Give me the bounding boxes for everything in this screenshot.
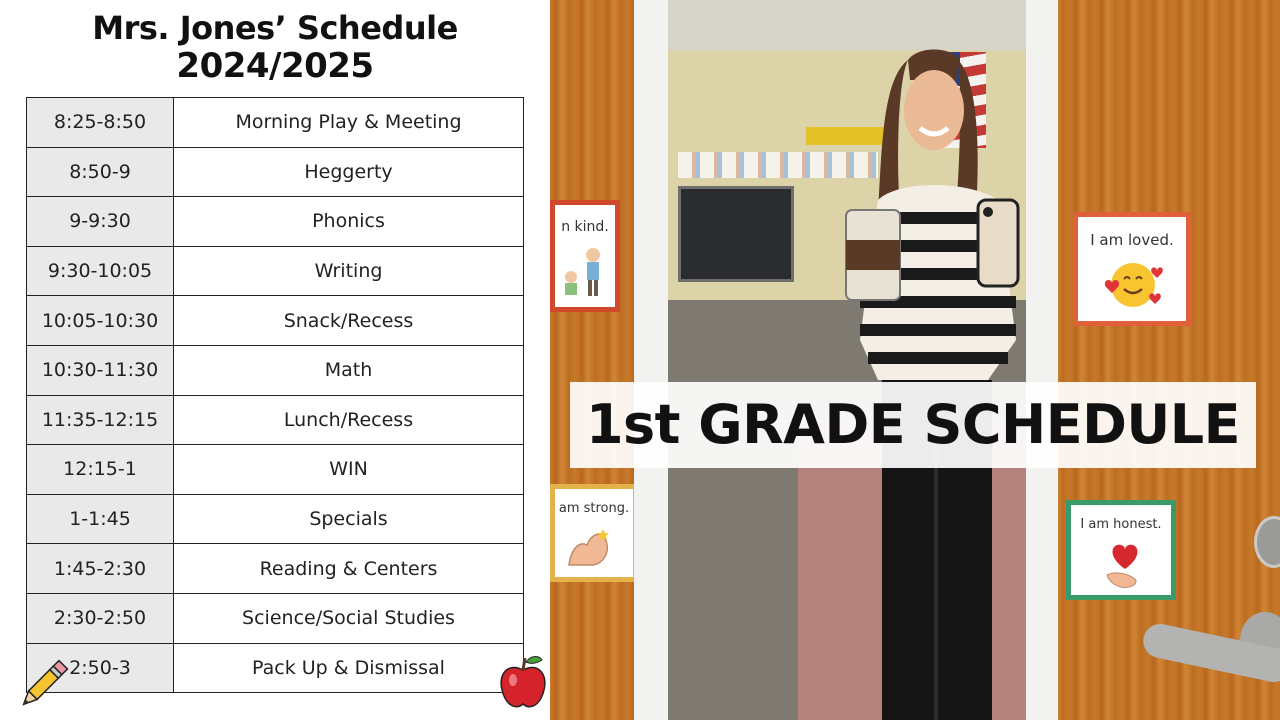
table-row [27, 98, 524, 148]
table-row [27, 643, 524, 693]
table-row [27, 445, 524, 495]
time-cell: 9-9:30 [27, 197, 174, 247]
smartboard [678, 186, 794, 282]
poster-loved [1073, 212, 1191, 326]
activity-cell: Specials [174, 494, 524, 544]
kids-illustration-icon [561, 245, 611, 301]
activity-cell: WIN [174, 445, 524, 495]
time-cell: 1:45-2:30 [27, 544, 174, 594]
pencil-icon [14, 658, 70, 714]
schedule-table [26, 97, 524, 693]
activity-cell: Reading & Centers [174, 544, 524, 594]
activity-cell: Morning Play & Meeting [174, 98, 524, 148]
activity-cell: Snack/Recess [174, 296, 524, 346]
time-cell: 10:05-10:30 [27, 296, 174, 346]
activity-cell: Lunch/Recess [174, 395, 524, 445]
activity-cell: Science/Social Studies [174, 593, 524, 643]
table-row [27, 544, 524, 594]
activity-cell: Math [174, 345, 524, 395]
time-cell: 2:50-3 [27, 643, 174, 693]
flexed-arm-icon [565, 525, 615, 571]
poster-kind [550, 200, 620, 312]
activity-cell: Pack Up & Dismissal [174, 643, 524, 693]
poster-loved-text: I am loved. [1090, 231, 1174, 249]
time-cell: 8:25-8:50 [27, 98, 174, 148]
table-row [27, 246, 524, 296]
apple-icon [498, 654, 548, 710]
table-row [27, 345, 524, 395]
smiley-hearts-icon [1100, 257, 1166, 313]
table-row [27, 593, 524, 643]
heart-hand-icon [1101, 541, 1149, 591]
activity-cell: Phonics [174, 197, 524, 247]
time-cell: 9:30-10:05 [27, 246, 174, 296]
poster-strong-text: am strong. [558, 501, 630, 516]
time-cell: 8:50-9 [27, 147, 174, 197]
poster-honest-text: I am honest. [1080, 517, 1162, 532]
table-row [27, 494, 524, 544]
classroom-photo [550, 0, 1280, 720]
schedule-panel [0, 0, 550, 720]
schedule-year: 2024/2025 [176, 46, 374, 86]
poster-honest [1066, 500, 1176, 600]
time-cell: 2:30-2:50 [27, 593, 174, 643]
poster-kind-text: n kind. [561, 219, 609, 235]
title-banner [570, 382, 1256, 468]
activity-cell: Heggerty [174, 147, 524, 197]
mirror-reflection [668, 0, 1026, 720]
time-cell: 1-1:45 [27, 494, 174, 544]
table-row [27, 197, 524, 247]
schedule-title: Mrs. Jones’ Schedule [92, 9, 458, 47]
activity-cell: Writing [174, 246, 524, 296]
table-row [27, 296, 524, 346]
time-cell: 12:15-1 [27, 445, 174, 495]
table-row [27, 395, 524, 445]
teacher-figure [838, 40, 1026, 720]
time-cell: 10:30-11:30 [27, 345, 174, 395]
poster-strong [550, 484, 638, 582]
time-cell: 11:35-12:15 [27, 395, 174, 445]
table-row [27, 147, 524, 197]
banner-title: 1st GRADE SCHEDULE [585, 393, 1241, 456]
